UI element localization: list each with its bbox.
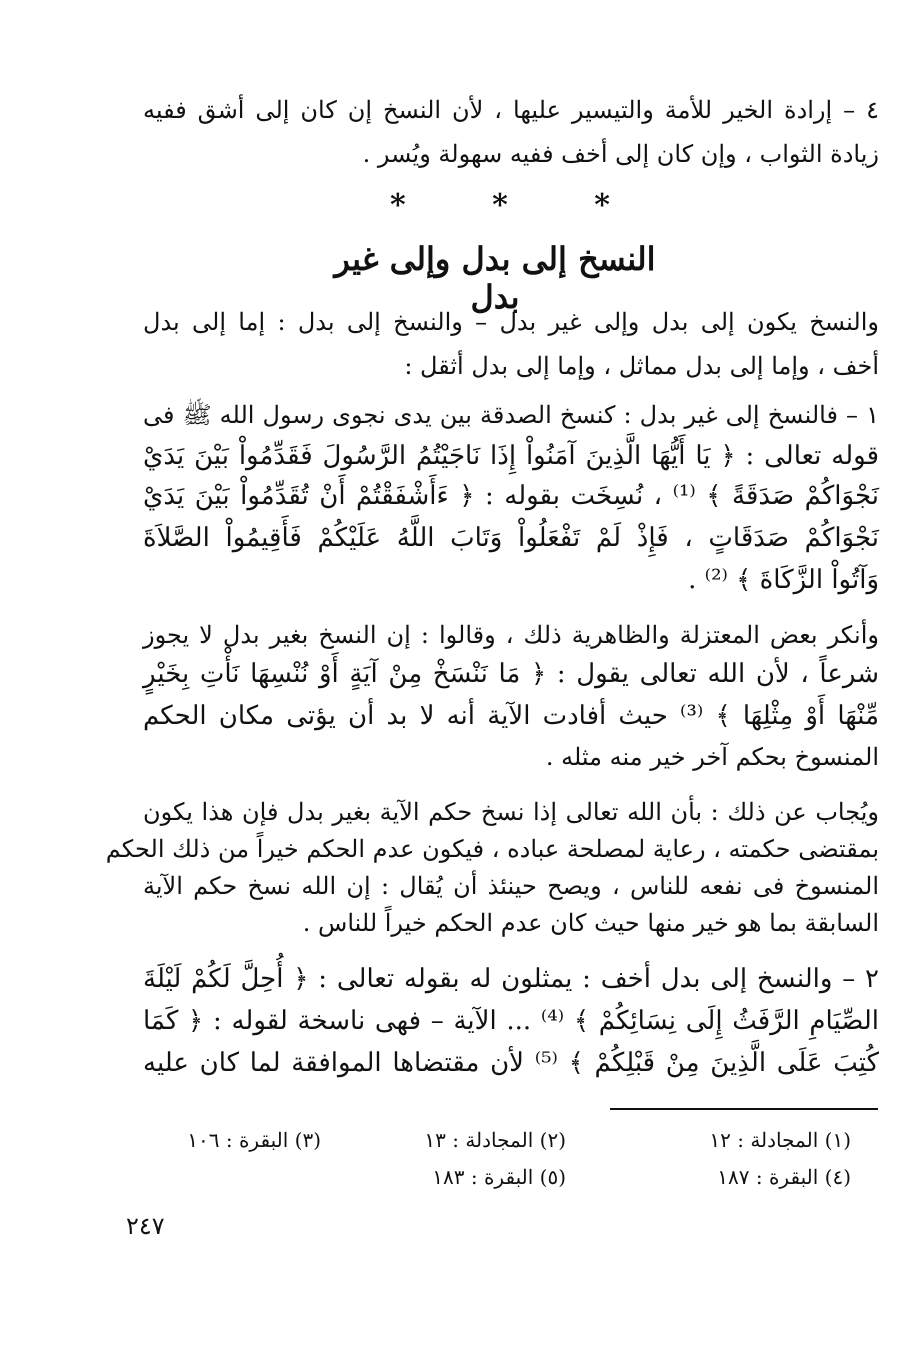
paragraph-intro-types <box>143 310 879 398</box>
text-line: المنسوخ فى نفعه للناس ، ويصح حينئذ أن يُقال : إن الله نسخ حكم الآية <box>143 872 879 900</box>
paragraph-lighter-substitute <box>143 966 879 1092</box>
paragraph-objection <box>143 623 879 785</box>
text-line: المنسوخ بحكم آخر خير منه مثله . <box>545 743 879 771</box>
text-line: زيادة الثواب ، وإن كان إلى أخف ففيه سهولة ويُسر . <box>362 140 879 168</box>
divider-star: * <box>492 188 508 223</box>
footnote-5: (٥) البقرة : ١٨٣ <box>432 1165 566 1189</box>
text-line: السابقة بما هو خير منها حيث كان عدم الحكم خيراً للناس . <box>302 909 879 937</box>
text-line: وأنكر بعض المعتزلة والظاهرية ذلك ، وقالوا : إن النسخ بغير بدل لا يجوز <box>143 621 879 649</box>
text-line: قوله تعالى : ﴿ يَا أَيُّهَا الَّذِينَ آمَنُواْ إِذَا نَاجَيْتُمُ الرَّسُولَ فَقَدِّمُواْ بَيْنَ يَدَيْ <box>143 441 879 471</box>
footnote-3: (٣) البقرة : ١٠٦ <box>187 1128 321 1152</box>
footnote-4: (٤) البقرة : ١٨٧ <box>717 1165 851 1189</box>
paragraph-abrogation-without-substitute <box>143 403 879 609</box>
text-line: ٤ – إرادة الخير للأمة والتيسير عليها ، لأن النسخ إن كان إلى أشق ففيه <box>143 96 879 124</box>
text-line: شرعاً ، لأن الله تعالى يقول : ﴿ مَا نَنْسَخْ مِنْ آيَةٍ أَوْ نُنْسِهَا نَأْتِ بِخَيْرٍ <box>143 659 879 689</box>
text-line: ٢ – والنسخ إلى بدل أخف : يمثلون له بقوله تعالى : ﴿ أُحِلَّ لَكُمْ لَيْلَةَ <box>143 964 879 994</box>
text-line: أخف ، وإما إلى بدل مماثل ، وإما إلى بدل أثقل : <box>404 352 879 380</box>
text-line: مِّنْهَا أَوْ مِثْلِهَا ﴾ ⁽³⁾ حيث أفادت الآية أنه لا بد أن يؤتى مكان الحكم <box>143 701 879 731</box>
intro-paragraph <box>143 98 879 186</box>
text-line: نَجْوَاكُمْ صَدَقَةً ﴾ ⁽¹⁾ ، نُسِخَت بقوله : ﴿ ءَأَشْفَقْتُمْ أَنْ تُقَدِّمُواْ بَيْنَ يَدَيْ <box>143 481 879 511</box>
paragraph-response <box>105 798 879 948</box>
footnote-2: (٢) المجادلة : ١٣ <box>424 1128 566 1152</box>
text-line: الصِّيَامِ الرَّفَثُ إِلَى نِسَائِكُمْ ﴾ ⁽⁴⁾ ... الآية – فهى ناسخة لقوله : ﴿ كَمَا <box>143 1006 879 1036</box>
footnote-separator <box>610 1108 878 1110</box>
text-line: والنسخ يكون إلى بدل وإلى غير بدل – والنسخ إلى بدل : إما إلى بدل <box>143 308 879 336</box>
text-line: نَجْوَاكُمْ صَدَقَاتٍ ، فَإِذْ لَمْ تَفْعَلُواْ وَتَابَ اللَّهُ عَلَيْكُمْ فَأَقِيمُواْ الصَّلاَةَ <box>143 523 879 553</box>
text-line: ويُجاب عن ذلك : بأن الله تعالى إذا نسخ حكم الآية بغير بدل فإن هذا يكون <box>143 798 879 826</box>
section-divider <box>390 188 610 223</box>
text-line: وَآتُواْ الزَّكَاةَ ﴾ ⁽²⁾ . <box>688 565 879 595</box>
divider-star: * <box>390 188 406 223</box>
page-number: ٢٤٧ <box>126 1212 165 1240</box>
section-heading: النسخ إلى بدل وإلى غير بدل <box>334 240 656 316</box>
text-line: كُتِبَ عَلَى الَّذِينَ مِنْ قَبْلِكُمْ ﴾ ⁽⁵⁾ لأن مقتضاها الموافقة لما كان عليه <box>143 1048 880 1078</box>
divider-star: * <box>594 188 610 223</box>
text-line: ١ – فالنسخ إلى غير بدل : كنسخ الصدقة بين يدى نجوى رسول الله ﷺ فى <box>143 401 879 429</box>
text-line: بمقتضى حكمته ، رعاية لمصلحة عباده ، فيكون عدم الحكم خيراً من ذلك الحكم <box>105 835 879 863</box>
footnote-1: (١) المجادلة : ١٢ <box>709 1128 851 1152</box>
